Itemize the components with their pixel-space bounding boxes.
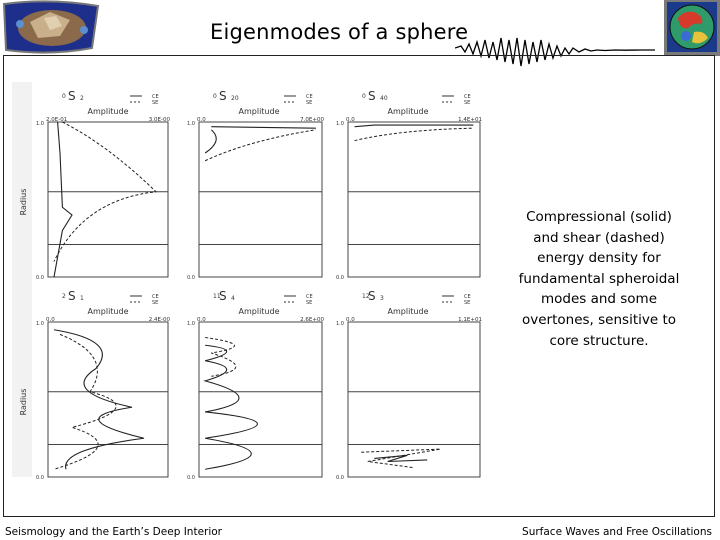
- panel-3-compressional-curve: [54, 330, 144, 470]
- panel-4-mode-suffix: 4: [231, 295, 235, 302]
- panel-2-mode-suffix: 40: [380, 95, 388, 102]
- panel-1-right-tick: 7.0E+00: [300, 117, 324, 123]
- panel-4-compressional-curve: [205, 345, 257, 469]
- panel-1-axis-label: Amplitude: [238, 107, 280, 116]
- panel-4-legend-se: SE: [306, 300, 313, 306]
- panel-5-legend-ce: CE: [464, 294, 471, 300]
- earth-cutaway-logo: [0, 0, 100, 56]
- panel-3-legend-ce: CE: [152, 294, 159, 300]
- ylabel-bottom: Radius: [19, 388, 28, 416]
- panel-3-ytick-bottom: 0.0: [36, 475, 44, 481]
- globe-tomography-logo: [664, 0, 720, 56]
- panel-4-mode-letter: S: [219, 289, 227, 303]
- footer-lecture-title: Surface Waves and Free Oscillations: [522, 526, 712, 538]
- panel-3-right-tick: 2.4E-00: [148, 317, 170, 323]
- eigenfunction-figure: [12, 82, 502, 482]
- panel-1-mode-suffix: 20: [231, 95, 239, 102]
- footer-course-title: Seismology and the Earth’s Deep Interior: [5, 526, 222, 538]
- panel-1-ytick-top: 1.0: [187, 121, 195, 127]
- panel-2-legend-ce: CE: [464, 94, 471, 100]
- panel-2-axis-label: Amplitude: [387, 107, 429, 116]
- panel-1-legend-ce: CE: [306, 94, 313, 100]
- panel-2-mode-prefix: 0: [362, 93, 366, 100]
- panel-4-shear-curve: [205, 338, 236, 377]
- panel-5-ytick-top: 1.0: [336, 321, 344, 327]
- panel-3-legend-se: SE: [152, 300, 159, 306]
- panel-5-axis-label: Amplitude: [387, 307, 429, 316]
- panel-4-ytick-bottom: 0.0: [187, 475, 195, 481]
- panel-0-mode-prefix: 0: [62, 93, 66, 100]
- panel-1-frame: [199, 122, 322, 277]
- panel-5-mode-letter: S: [368, 289, 376, 303]
- panel-2-shear-curve: [355, 128, 474, 140]
- ylabel-top: Radius: [19, 188, 28, 216]
- panel-2-mode-letter: S: [368, 89, 376, 103]
- panel-2-right-tick: 1.4E+01: [458, 117, 482, 123]
- slide-title: Eigenmodes of a sphere: [210, 20, 469, 44]
- panel-2-legend-se: SE: [464, 100, 471, 106]
- panel-2-left-tick: 0.0: [346, 117, 355, 123]
- panel-0-mode-suffix: 2: [80, 95, 84, 102]
- panel-3-frame: [48, 322, 168, 477]
- panel-0-frame: [48, 122, 168, 277]
- panel-5-left-tick: 0.0: [346, 317, 355, 323]
- panel-2-ytick-top: 1.0: [336, 121, 344, 127]
- panel-3-mode-prefix: 2: [62, 293, 66, 300]
- panel-3-mode-letter: S: [68, 289, 76, 303]
- panel-5-legend-se: SE: [464, 300, 471, 306]
- panel-0-ytick-top: 1.0: [36, 121, 44, 127]
- panel-5-mode-prefix: 12: [362, 293, 370, 300]
- panel-0-legend-se: SE: [152, 100, 159, 106]
- panel-1-compressional-curve: [205, 127, 316, 153]
- panel-3-axis-label: Amplitude: [87, 307, 129, 316]
- panel-0-ytick-bottom: 0.0: [36, 275, 44, 281]
- panel-5-ytick-bottom: 0.0: [336, 475, 344, 481]
- panel-3-left-tick: 0.0: [46, 317, 55, 323]
- panel-4-right-tick: 2.6E+00: [300, 317, 324, 323]
- panel-4-axis-label: Amplitude: [238, 307, 280, 316]
- panel-1-legend-se: SE: [306, 100, 313, 106]
- panel-4-mode-prefix: 11: [213, 293, 221, 300]
- panel-0-legend-ce: CE: [152, 94, 159, 100]
- panel-4-legend-ce: CE: [306, 294, 313, 300]
- panel-4-frame: [199, 322, 322, 477]
- panel-4-ytick-top: 1.0: [187, 321, 195, 327]
- panel-0-left-tick: 2.0E-01: [46, 117, 68, 123]
- panel-1-mode-letter: S: [219, 89, 227, 103]
- panel-1-mode-prefix: 0: [213, 93, 217, 100]
- panel-2-ytick-bottom: 0.0: [336, 275, 344, 281]
- panel-2-frame: [348, 122, 480, 277]
- panel-2-compressional-curve: [355, 125, 474, 127]
- figure-caption: Compressional (solid) and shear (dashed) energy density for fundamental spheroidal modes and some overtones, sensitive to core structure.: [518, 209, 680, 349]
- panel-5-mode-suffix: 3: [380, 295, 384, 302]
- panel-3-ytick-top: 1.0: [36, 321, 44, 327]
- panel-5-right-tick: 1.1E+01: [458, 317, 482, 323]
- panel-3-mode-suffix: 1: [80, 295, 84, 302]
- panel-0-mode-letter: S: [68, 89, 76, 103]
- panel-1-left-tick: 0.0: [197, 117, 206, 123]
- panel-1-ytick-bottom: 0.0: [187, 275, 195, 281]
- panel-0-right-tick: 3.0E-00: [148, 117, 170, 123]
- panel-3-shear-curve: [54, 334, 116, 469]
- panel-0-compressional-curve: [54, 122, 72, 277]
- panel-0-axis-label: Amplitude: [87, 107, 129, 116]
- panel-1-shear-curve: [205, 130, 316, 161]
- panel-5-shear-curve: [361, 449, 440, 468]
- panel-5-compressional-curve: [374, 455, 427, 461]
- panel-4-left-tick: 0.0: [197, 317, 206, 323]
